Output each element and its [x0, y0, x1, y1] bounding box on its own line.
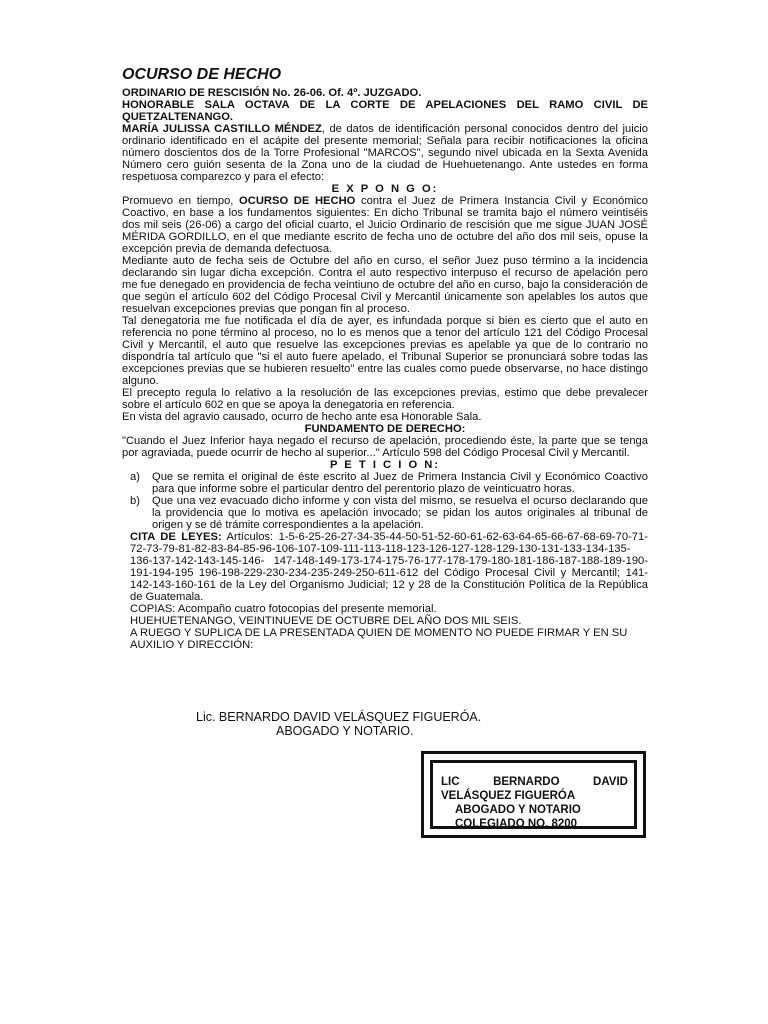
cita-text: Artículos: 1-5-6-25-26-27-34-35-44-50-51-52-60-61-62-63-64-65-66-67-68-69-70-71-72-73-79-81-82-83-84-85-96-106-107-109-111-113-118-123-126-127-128-129-130-131-133-134-135-136-137-142-143-145-146- 147-148-149-173-174-175-76-177-178-179-180-181-186-187-188-189-190-191-194-195 196-198-229-230-234-235-249-250-611-612 del Código Procesal Civil y Mercantil; 141-142-143-160-161 de la Ley del Organismo Judicial; 12 y 28 de la Constitución Política de la República de Guatemala. — [130, 531, 648, 603]
expongo-paragraph-2: Mediante auto de fecha seis de Octubre del año en curso, el señor Juez puso término a la incidencia declarando sin lugar dicha excepción. Contra el auto respectivo interpuso el recurso de apelación pero me fue denegado en providencia de fecha veintiuno de octubre del año en curso, bajo la consideración de que según el artículo 602 del Código Procesal Civil y Mercantil únicamente son apelables los autos que resuelvan excepciones previas que pongan fin al proceso. — [122, 255, 648, 315]
stamp-line-2: VELÁSQUEZ FIGUERÓA — [441, 790, 576, 802]
signer-name: Lic. BERNARDO DAVID VELÁSQUEZ FIGUERÓA. — [196, 710, 482, 724]
stamp-line-4: COLEGIADO NO. 8200 — [455, 818, 578, 830]
fundamento-text: "Cuando el Juez Inferior haya negado el recurso de apelación, procediendo éste, la parte que se tenga por agraviada, puede ocurrir de hecho al superior..." Artículo 598 del Código Procesal Civil y Mercantil. — [122, 435, 648, 459]
notary-stamp-inner — [430, 760, 637, 829]
list-item — [122, 471, 648, 495]
stamp-line-3: ABOGADO Y NOTARIO — [455, 804, 581, 816]
document-title: OCURSO DE HECHO — [122, 66, 282, 83]
list-item-label: a) — [130, 471, 140, 483]
place-date-line: HUEHUETENANGO, VEINTINUEVE DE OCTUBRE DEL AÑO DOS MIL SEIS. — [130, 615, 522, 627]
ruego-line: A RUEGO Y SUPLICA DE LA PRESENTADA QUIEN DE MOMENTO NO PUEDE FIRMAR Y EN SU AUXILIO Y DIRECCIÓN: — [130, 627, 628, 651]
petitioner-name: MARÍA JULISSA CASTILLO MÉNDEZ — [122, 123, 322, 135]
expongo-paragraph-5: En vista del agravio causado, ocurro de hecho ante esa Honorable Sala. — [122, 411, 482, 423]
copias-line: COPIAS: Acompaño cuatro fotocopias del presente memorial. — [130, 603, 437, 615]
court-addressee: HONORABLE SALA OCTAVA DE LA CORTE DE APELACIONES DEL RAMO CIVIL DE QUETZALTENANGO. — [122, 99, 648, 123]
peticion-heading: P E T I C I O N: — [329, 459, 441, 471]
list-item — [122, 495, 648, 531]
cita-de-leyes — [122, 531, 648, 603]
expongo-p1-bold: OCURSO DE HECHO — [239, 195, 356, 207]
list-item-text: Que se remita el original de éste escrito al Juez de Primera Instancia Civil y Económico Coactivo para que informe sobre el particular dentro del perentorio plazo de veinticuatro horas. — [152, 471, 648, 495]
stamp-line-1 — [441, 775, 628, 789]
list-item-text: Que una vez evacuado dicho informe y con vista del mismo, se resuelva el ocurso declarando que la providencia que lo motiva es apelación invocado; se pidan los autos originales al tribunal de origen y se dé trámite correspondientes a la apelación. — [152, 495, 648, 531]
fundamento-heading: FUNDAMENTO DE DERECHO: — [304, 423, 466, 435]
case-reference: ORDINARIO DE RESCISIÓN No. 26-06. Of. 4º. JUZGADO. — [122, 87, 422, 99]
expongo-p1-rest: contra el Juez de Primera Instancia Civil y Económico Coactivo, en base a los fundamentos siguientes: En dicho Tribunal se tramita bajo el número veintiséis dos mil seis (26-06) a cargo del oficial cuarto, el Juicio Ordinario de rescisión que me sigue JUAN JOSÉ MÉRIDA GORDILLO, en el que mediante escrito de fecha uno de octubre del año dos mil seis, opuse la excepción previa de demanda defectuosa. — [122, 195, 649, 255]
signer-role: ABOGADO Y NOTARIO. — [276, 724, 414, 738]
peticion-list — [122, 471, 648, 531]
intro-paragraph — [122, 123, 648, 183]
stamp-word-3: DAVID — [593, 776, 628, 788]
stamp-word-1: LIC — [441, 776, 460, 788]
expongo-p1-start: Promuevo en tiempo, — [122, 195, 240, 207]
notary-stamp — [421, 751, 646, 838]
signature-block — [196, 710, 516, 738]
list-item-label: b) — [130, 495, 140, 507]
expongo-paragraph-3: Tal denegatoria me fue notificada el día de ayer, es infundada porque si bien es cierto que el auto en referencia no pone término al proceso, no lo es menos que a tenor del artículo 121 del Código Procesal Civil y Mercantil, el auto que resuelve las excepciones previas es apelable ya que de lo contrario no dispondría tal artículo que "si el auto fuere apelado, el Tribunal Superior se pronunciará sobre todas las excepciones previas que se hubieren resuelto" entre las cuales como puede observarse, no hace distingo alguno. — [122, 315, 648, 387]
expongo-heading: E X P O N G O: — [331, 183, 439, 195]
document-body — [122, 66, 648, 651]
expongo-paragraph-1 — [122, 195, 648, 255]
stamp-word-2: BERNARDO — [493, 776, 560, 788]
cita-lead: CITA DE LEYES: — [130, 531, 222, 543]
expongo-paragraph-4: El precepto regula lo relativo a la resolución de las excepciones previas, estimo que debe prevalecer sobre el artículo 602 en que se apoya la denegatoria en referencia. — [122, 387, 648, 411]
intro-text: , de datos de identificación personal conocidos dentro del juicio ordinario identificado en el acápite del presente memorial; Señala para recibir notificaciones la oficina número doscientos dos de la Torre Profesional "MARCOS", segundo nivel ubicada en la Sexta Avenida Número cero guión sesenta de la Zona uno de la ciudad de Huehuetenango. Ante ustedes en forma respetuosa comparezco y para el efecto: — [122, 123, 649, 183]
